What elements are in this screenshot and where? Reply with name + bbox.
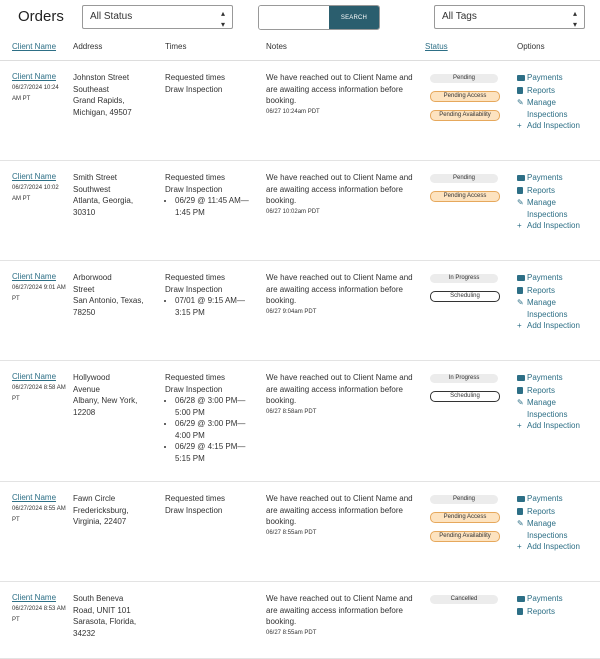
client-cell bbox=[12, 493, 67, 526]
status-badge: Pending Access bbox=[430, 512, 500, 523]
search-button[interactable]: SEARCH bbox=[329, 6, 379, 29]
order-date: 06/27/2024 8:53 AM PT bbox=[12, 606, 66, 623]
page-title: Orders bbox=[18, 8, 64, 25]
table-row bbox=[0, 482, 600, 582]
note-text: We have reached out to Client Name and are awaiting access information before booking. bbox=[266, 494, 413, 526]
status-filter-value: All Status bbox=[90, 11, 133, 22]
option-label: Reports bbox=[527, 506, 556, 516]
status-cell bbox=[430, 595, 500, 612]
status-badge: In Progress bbox=[430, 274, 498, 283]
option-reports[interactable] bbox=[517, 385, 587, 398]
status-badge: Pending Access bbox=[430, 191, 500, 202]
times-cell bbox=[165, 172, 255, 218]
option-reports[interactable] bbox=[517, 285, 587, 298]
note-timestamp: 06/27 8:55am PDT bbox=[266, 529, 317, 536]
option-label: Manage Inspections bbox=[527, 398, 568, 419]
plus-icon: + bbox=[517, 321, 522, 330]
search-box bbox=[258, 5, 380, 30]
address-cell bbox=[73, 272, 159, 318]
edit-icon: ✎ bbox=[517, 519, 524, 528]
address-cell bbox=[73, 372, 159, 418]
note-timestamp: 06/27 10:24am PDT bbox=[266, 108, 320, 115]
client-cell bbox=[12, 593, 67, 626]
option-payments[interactable] bbox=[517, 372, 587, 385]
edit-icon: ✎ bbox=[517, 298, 524, 307]
address-line: Grand Rapids, bbox=[73, 96, 125, 105]
status-badge: Pending Availability bbox=[430, 110, 500, 121]
option-reports[interactable] bbox=[517, 506, 587, 519]
note-text: We have reached out to Client Name and are awaiting access information before booking. bbox=[266, 173, 413, 205]
client-name-link[interactable]: Client Name bbox=[12, 272, 57, 281]
time-slots bbox=[165, 395, 255, 464]
address-line: 34232 bbox=[73, 628, 96, 638]
option-payments[interactable] bbox=[517, 172, 587, 185]
status-cell bbox=[430, 74, 500, 129]
option-label: Payments bbox=[527, 594, 563, 603]
address-line: 12208 bbox=[73, 407, 96, 417]
option-label: Manage Inspections bbox=[527, 98, 568, 119]
options-cell bbox=[517, 493, 587, 553]
client-cell bbox=[12, 172, 67, 205]
clipboard-icon bbox=[517, 287, 523, 294]
address-line: Michigan, 49507 bbox=[73, 107, 132, 117]
option-label: Add Inspection bbox=[527, 321, 580, 330]
status-badge: Pending bbox=[430, 495, 498, 504]
inspection-type: Draw Inspection bbox=[165, 284, 223, 294]
payment-card-icon bbox=[517, 496, 525, 502]
option-manage[interactable] bbox=[517, 397, 587, 420]
note-text: We have reached out to Client Name and are awaiting access information before booking. bbox=[266, 373, 413, 405]
clipboard-icon bbox=[517, 608, 523, 615]
address-line: Arborwood bbox=[73, 273, 112, 282]
note-text: We have reached out to Client Name and are awaiting access information before booking. bbox=[266, 73, 413, 105]
option-label: Add Inspection bbox=[527, 542, 580, 551]
options-cell bbox=[517, 372, 587, 432]
order-date: 06/27/2024 10:02 AM PT bbox=[12, 185, 59, 202]
notes-cell bbox=[266, 372, 420, 418]
option-label: Reports bbox=[527, 385, 556, 395]
times-cell bbox=[165, 272, 255, 318]
note-timestamp: 06/27 10:02am PDT bbox=[266, 208, 320, 215]
notes-cell bbox=[266, 493, 420, 539]
address-line: Virginia, 22407 bbox=[73, 517, 127, 526]
address-line: San Antonio, Texas, bbox=[73, 296, 144, 305]
edit-icon: ✎ bbox=[517, 98, 524, 107]
status-badge: Pending Availability bbox=[430, 531, 500, 542]
option-label: Manage Inspections bbox=[527, 198, 568, 219]
status-badge: In Progress bbox=[430, 374, 498, 383]
plus-icon: + bbox=[517, 121, 522, 130]
column-notes: Notes bbox=[266, 42, 287, 51]
payment-card-icon bbox=[517, 596, 525, 602]
address-line: Smith Street bbox=[73, 173, 118, 182]
table-row bbox=[0, 61, 600, 161]
notes-cell bbox=[266, 593, 420, 639]
option-add[interactable] bbox=[517, 320, 587, 332]
option-payments[interactable] bbox=[517, 493, 587, 506]
times-cell bbox=[165, 372, 255, 464]
client-name-link[interactable]: Client Name bbox=[12, 372, 57, 381]
column-address: Address bbox=[73, 42, 103, 51]
order-date: 06/27/2024 10:24 AM PT bbox=[12, 85, 59, 102]
times-cell bbox=[165, 493, 255, 516]
address-line: Fawn Circle bbox=[73, 494, 116, 503]
note-timestamp: 06/27 9:04am PDT bbox=[266, 308, 317, 315]
order-date: 06/27/2024 9:01 AM PT bbox=[12, 285, 66, 302]
time-slots bbox=[165, 195, 255, 218]
times-title: Requested times bbox=[165, 494, 226, 503]
option-reports[interactable] bbox=[517, 85, 587, 98]
table-row bbox=[0, 261, 600, 361]
client-cell bbox=[12, 272, 67, 305]
address-line: Atlanta, Georgia, bbox=[73, 196, 134, 205]
time-slot: • 07/01 @ 9:15 AM— 3:15 PM bbox=[175, 295, 255, 318]
column-times: Times bbox=[165, 42, 187, 51]
status-cell bbox=[430, 495, 500, 550]
address-line: South Beneva bbox=[73, 594, 124, 603]
option-label: Add Inspection bbox=[527, 121, 580, 130]
option-add[interactable] bbox=[517, 120, 587, 132]
orders-table bbox=[0, 61, 600, 659]
payment-card-icon bbox=[517, 75, 525, 81]
note-timestamp: 06/27 8:55am PDT bbox=[266, 629, 317, 636]
clipboard-icon bbox=[517, 187, 523, 194]
option-label: Payments bbox=[527, 173, 563, 182]
plus-icon: + bbox=[517, 542, 522, 551]
times-title: Requested times bbox=[165, 173, 226, 182]
table-row bbox=[0, 361, 600, 482]
table-row bbox=[0, 161, 600, 261]
option-label: Payments bbox=[527, 494, 563, 503]
address-cell bbox=[73, 493, 159, 528]
inspection-type: Draw Inspection bbox=[165, 84, 223, 94]
options-cell bbox=[517, 593, 587, 618]
status-badge: Pending bbox=[430, 74, 498, 83]
option-add[interactable] bbox=[517, 541, 587, 553]
notes-cell bbox=[266, 272, 420, 318]
clipboard-icon bbox=[517, 508, 523, 515]
address-line: 30310 bbox=[73, 207, 96, 217]
select-arrows-icon: ▴ ▾ bbox=[572, 9, 577, 29]
option-payments[interactable] bbox=[517, 272, 587, 285]
toolbar bbox=[0, 0, 600, 38]
option-label: Payments bbox=[527, 73, 563, 82]
times-cell bbox=[165, 72, 255, 95]
client-name-link[interactable]: Client Name bbox=[12, 72, 57, 81]
option-add[interactable] bbox=[517, 420, 587, 432]
option-label: Payments bbox=[527, 273, 563, 282]
time-slot: • 06/29 @ 11:45 AM— 1:45 PM bbox=[175, 195, 255, 218]
time-slot: • 06/29 @ 3:00 PM— 4:00 PM bbox=[175, 418, 255, 441]
times-title: Requested times bbox=[165, 73, 226, 82]
option-label: Manage Inspections bbox=[527, 519, 568, 540]
address-line: Albany, New York, bbox=[73, 396, 138, 405]
notes-cell bbox=[266, 72, 420, 118]
note-text: We have reached out to Client Name and are awaiting access information before booking. bbox=[266, 594, 413, 626]
option-manage[interactable] bbox=[517, 197, 587, 220]
table-header bbox=[0, 38, 600, 61]
plus-icon: + bbox=[517, 221, 522, 230]
sort-client-name[interactable]: Client Name bbox=[12, 42, 57, 51]
address-line: Road, UNIT 101 bbox=[73, 605, 131, 615]
options-cell bbox=[517, 272, 587, 332]
status-badge: Pending Access bbox=[430, 91, 500, 102]
option-reports[interactable] bbox=[517, 606, 587, 619]
address-line: Southeast bbox=[73, 84, 110, 94]
client-name-link[interactable]: Client Name bbox=[12, 593, 57, 602]
option-label: Reports bbox=[527, 285, 556, 295]
time-slot: • 06/28 @ 3:00 PM— 5:00 PM bbox=[175, 395, 255, 418]
tags-filter-select[interactable] bbox=[434, 5, 585, 29]
tags-filter-value: All Tags bbox=[442, 11, 477, 22]
table-row bbox=[0, 582, 600, 659]
status-badge: Cancelled bbox=[430, 595, 498, 604]
option-label: Manage Inspections bbox=[527, 298, 568, 319]
times-title: Requested times bbox=[165, 373, 226, 382]
client-cell bbox=[12, 72, 67, 105]
address-cell bbox=[73, 172, 159, 218]
option-label: Add Inspection bbox=[527, 221, 580, 230]
payment-card-icon bbox=[517, 375, 525, 381]
inspection-type: Draw Inspection bbox=[165, 384, 223, 394]
address-cell bbox=[73, 593, 159, 639]
status-cell bbox=[430, 274, 500, 310]
address-line: Johnston Street bbox=[73, 73, 130, 82]
column-options: Options bbox=[517, 42, 545, 51]
inspection-type: Draw Inspection bbox=[165, 184, 223, 194]
order-date: 06/27/2024 8:58 AM PT bbox=[12, 385, 66, 402]
option-label: Add Inspection bbox=[527, 421, 580, 430]
status-cell bbox=[430, 374, 500, 410]
edit-icon: ✎ bbox=[517, 198, 524, 207]
client-cell bbox=[12, 372, 67, 405]
option-label: Payments bbox=[527, 373, 563, 382]
address-line: Avenue bbox=[73, 384, 100, 394]
options-cell bbox=[517, 72, 587, 132]
time-slots bbox=[165, 295, 255, 318]
status-badge: Scheduling bbox=[430, 291, 500, 302]
option-label: Reports bbox=[527, 185, 556, 195]
note-timestamp: 06/27 8:58am PDT bbox=[266, 408, 317, 415]
option-manage[interactable] bbox=[517, 297, 587, 320]
status-badge: Pending bbox=[430, 174, 498, 183]
plus-icon: + bbox=[517, 421, 522, 430]
client-name-link[interactable]: Client Name bbox=[12, 172, 57, 181]
note-text: We have reached out to Client Name and are awaiting access information before booking. bbox=[266, 273, 413, 305]
option-manage[interactable] bbox=[517, 518, 587, 541]
option-manage[interactable] bbox=[517, 97, 587, 120]
address-line: Sarasota, Florida, bbox=[73, 617, 137, 626]
address-cell bbox=[73, 72, 159, 118]
option-label: Reports bbox=[527, 85, 556, 95]
edit-icon: ✎ bbox=[517, 398, 524, 407]
option-add[interactable] bbox=[517, 220, 587, 232]
payment-card-icon bbox=[517, 175, 525, 181]
clipboard-icon bbox=[517, 387, 523, 394]
address-line: Hollywood bbox=[73, 373, 110, 382]
address-line: Fredericksburg, bbox=[73, 505, 129, 515]
address-line: Southwest bbox=[73, 184, 111, 194]
time-slot: • 06/29 @ 4:15 PM— 5:15 PM bbox=[175, 441, 255, 464]
options-cell bbox=[517, 172, 587, 232]
times-title: Requested times bbox=[165, 273, 226, 282]
option-label: Reports bbox=[527, 606, 556, 616]
order-date: 06/27/2024 8:55 AM PT bbox=[12, 506, 66, 523]
clipboard-icon bbox=[517, 87, 523, 94]
payment-card-icon bbox=[517, 275, 525, 281]
client-name-link[interactable]: Client Name bbox=[12, 493, 57, 502]
address-line: Street bbox=[73, 284, 95, 294]
option-payments[interactable] bbox=[517, 593, 587, 606]
status-badge: Scheduling bbox=[430, 391, 500, 402]
notes-cell bbox=[266, 172, 420, 218]
select-arrows-icon: ▴ ▾ bbox=[220, 9, 225, 29]
status-filter-select[interactable] bbox=[82, 5, 233, 29]
sort-status[interactable]: Status bbox=[425, 42, 448, 51]
option-payments[interactable] bbox=[517, 72, 587, 85]
address-line: 78250 bbox=[73, 307, 96, 317]
option-reports[interactable] bbox=[517, 185, 587, 198]
status-cell bbox=[430, 174, 500, 210]
inspection-type: Draw Inspection bbox=[165, 505, 223, 515]
